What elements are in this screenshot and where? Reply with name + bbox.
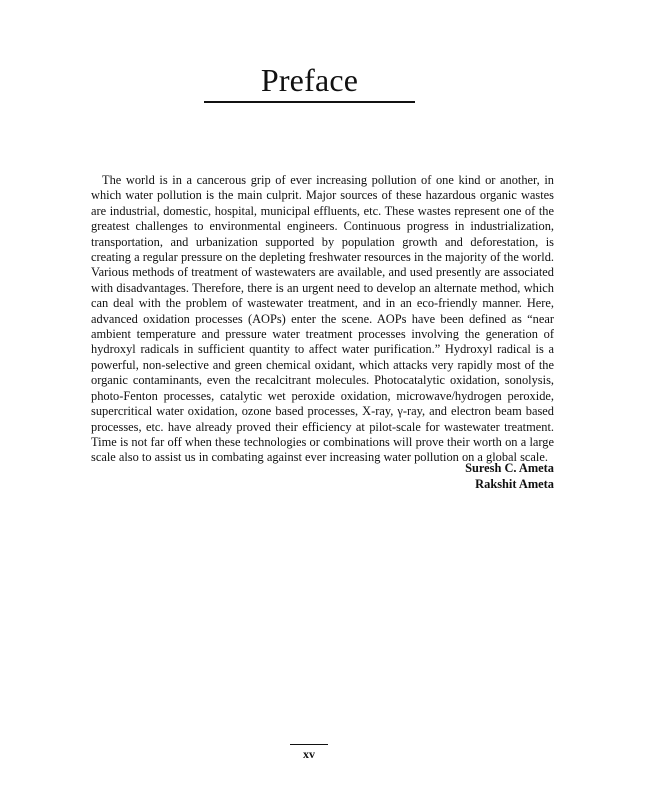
page-number: xv [303,747,315,761]
author-name: Rakshit Ameta [475,477,554,491]
author-signatures [465,460,554,492]
title-underline [204,101,415,103]
page-title: Preface [260,62,359,98]
author-name: Suresh C. Ameta [465,461,554,475]
preface-paragraph: The world is in a cancerous grip of ever increasing pollution of one kind or another, in which water pollution is the main culprit. Major sources of these hazardous organic wastes are industrial, domestic, hospital, municipal effluents, etc. These wastes represent one of the greatest challenges to environmental engineers. Continuous progress in industrialization, transportation, and urbanization supported by population growth and deforestation, is creating a regular pressure on the depleting freshwater resources in the majority of the world. Various methods of treatment of wastewaters are available, and used presently are associated with disadvantages. Therefore, there is an urgent need to develop an alternate method, which can deal with the problem of wastewater treatment, and in an eco-friendly manner. Here, advanced oxidation processes (AOPs) enter the scene. AOPs have been defined as “near ambient temperature and pressure water treatment processes involving the generation of hydroxyl radicals in sufficient quantity to affect water purification.” Hydroxyl radical is a powerful, non-selective and green chemical oxidant, which attacks very rapidly most of the organic contaminants, even the recalcitrant molecules. Photocatalytic oxidation, sonolysis, photo-Fenton processes, catalytic wet peroxide oxidation, microwave/hydrogen peroxide, supercritical water oxidation, ozone based processes, X-ray, γ-ray, and electron beam based processes, etc. have already proved their efficiency at pilot-scale for wastewater treatment. Time is not far off when these technologies or combinations will prove their worth on a large scale also to assist us in combating against ever increasing water pollution on a global scale. [91,173,554,465]
page-number-rule [290,744,328,745]
